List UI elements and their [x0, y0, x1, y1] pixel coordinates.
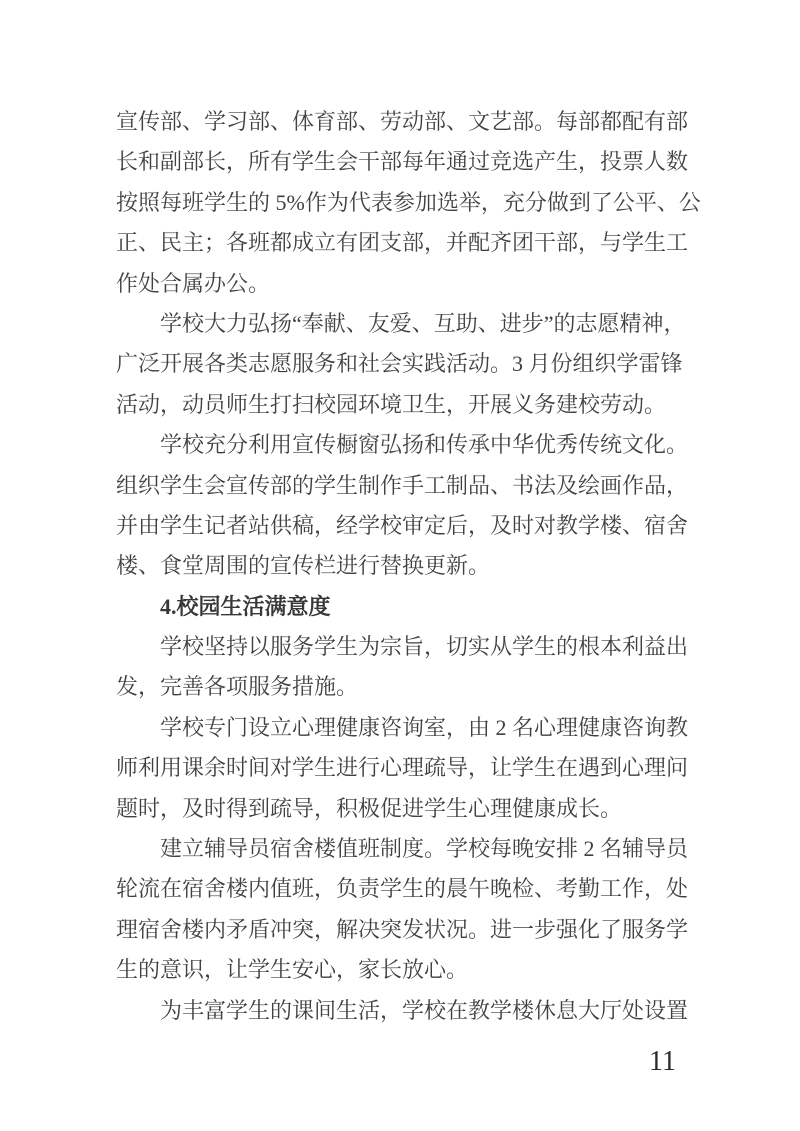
text-line: 建立辅导员宿舍楼值班制度。学校每晚安排 2 名辅导员 — [160, 836, 689, 862]
paragraph-propaganda-windows — [116, 425, 687, 587]
text-line: 学校坚持以服务学生为宗旨，切实从学生的根本利益出 — [160, 634, 689, 660]
text-line: 宣传部、学习部、体育部、劳动部、文艺部。每部都配有部 — [116, 109, 689, 134]
text-line: 正、民主；各班都成立有团支部，并配齐团干部，与学生工 — [116, 230, 689, 256]
paragraph-student-union-departments — [116, 102, 701, 304]
text-line: 广泛开展各类志愿服务和社会实践活动。3 月份组织学雷锋 — [116, 351, 683, 377]
text-line: 长和副部长，所有学生会干部每年通过竞选产生，投票人数 — [116, 149, 689, 175]
paragraph-mental-health-room — [116, 708, 687, 829]
document-body — [116, 102, 701, 1031]
text-line: 为丰富学生的课间生活，学校在教学楼休息大厅处设置 — [160, 997, 689, 1023]
page-number: 11 — [649, 1046, 676, 1077]
section-heading-campus-life-satisfaction — [116, 587, 687, 627]
text-line: 学校充分利用宣传橱窗弘扬和传承中华优秀传统文化。 — [160, 432, 689, 458]
text-line: 学校专门设立心理健康咨询室，由 2 名心理健康咨询教 — [160, 714, 689, 740]
text-line: 按照每班学生的 5%作为代表参加选举，充分做到了公平、公 — [116, 189, 701, 215]
heading-text: 4.校园生活满意度 — [160, 593, 331, 619]
text-line: 作处合属办公。 — [116, 270, 271, 296]
text-line: 题时，及时得到疏导，积极促进学生心理健康成长。 — [116, 795, 623, 821]
text-line: 楼、食堂周围的宣传栏进行替换更新。 — [116, 553, 491, 579]
text-line: 活动，动员师生打扫校园环境卫生，开展义务建校劳动。 — [116, 391, 667, 417]
paragraph-dormitory-duty-system — [116, 829, 687, 991]
paragraph-volunteer-spirit — [116, 304, 687, 425]
paragraph-break-time-life — [116, 991, 687, 1031]
text-line: 轮流在宿舍楼内值班，负责学生的晨午晚检、考勤工作，处 — [116, 876, 689, 902]
text-line: 发，完善各项服务措施。 — [116, 674, 359, 700]
text-line: 师利用课余时间对学生进行心理疏导，让学生在遇到心理问 — [116, 755, 689, 781]
text-line: 理宿舍楼内矛盾冲突，解决突发状况。进一步强化了服务学 — [116, 916, 689, 942]
paragraph-service-principle — [116, 627, 687, 708]
text-line: 组织学生会宣传部的学生制作手工制品、书法及绘画作品， — [116, 472, 689, 498]
text-line: 生的意识，让学生安心，家长放心。 — [116, 957, 469, 983]
text-line: 并由学生记者站供稿，经学校审定后，及时对教学楼、宿舍 — [116, 512, 689, 538]
text-line: 学校大力弘扬“奉献、友爱、互助、进步”的志愿精神， — [160, 310, 686, 336]
